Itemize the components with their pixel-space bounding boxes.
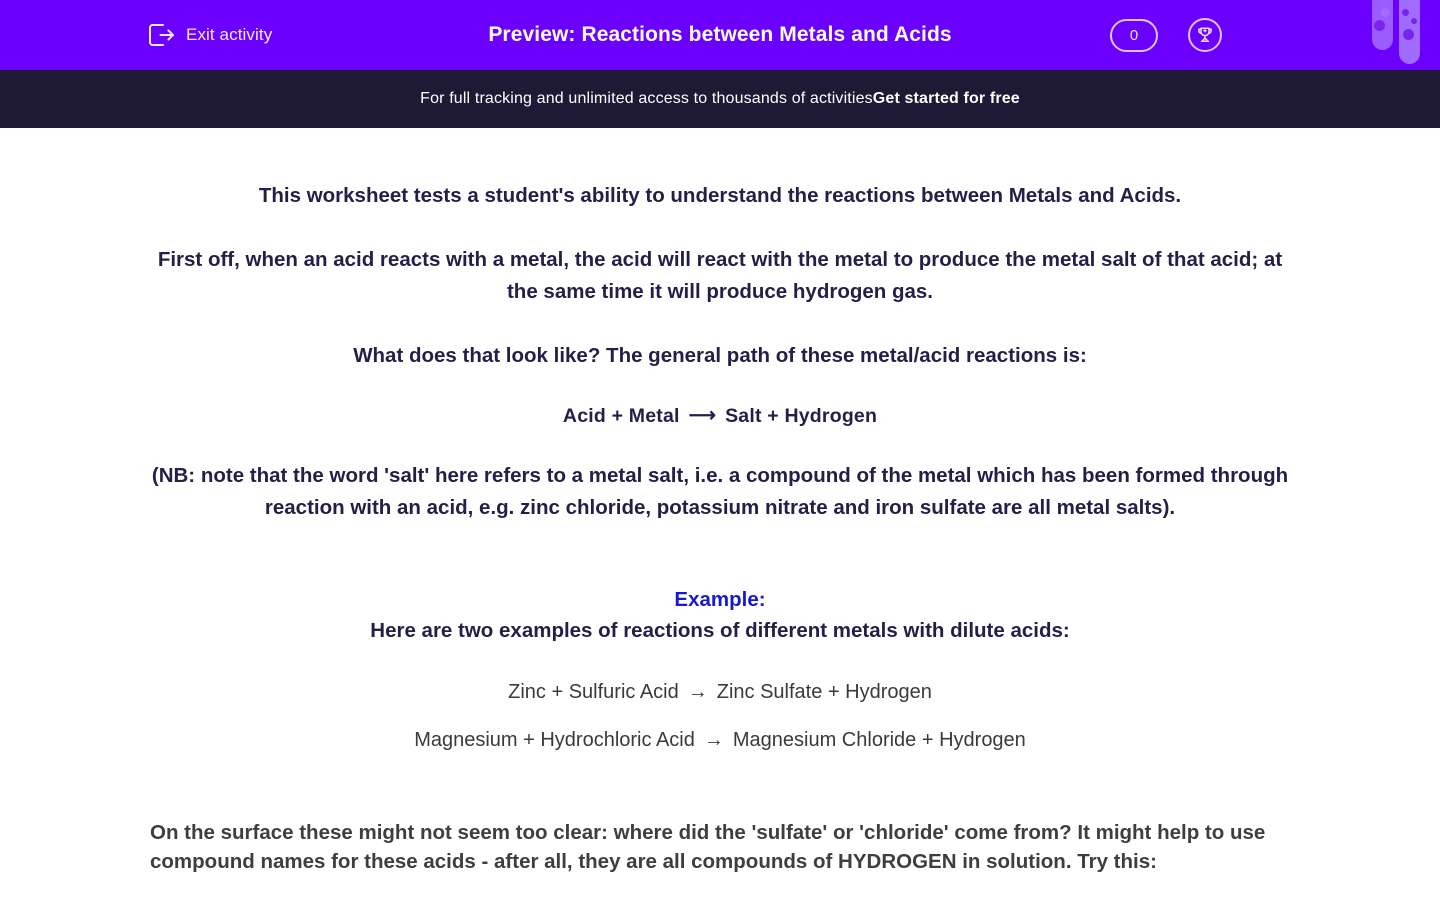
paragraph-2: What does that look like? The general path of these metal/acid reactions is: bbox=[353, 343, 1087, 367]
exit-activity-label: Exit activity bbox=[186, 25, 273, 44]
exit-activity-button[interactable] bbox=[148, 23, 272, 47]
reaction-2-left: Magnesium + Hydrochloric Acid bbox=[414, 728, 695, 751]
example-subheading: Here are two examples of reactions of different metals with dilute acids: bbox=[370, 618, 1070, 642]
bubble bbox=[1403, 29, 1414, 40]
promo-text: For full tracking and unlimited access to thousands of activities bbox=[420, 90, 873, 107]
reaction-1-arrow-icon: → bbox=[687, 680, 708, 703]
page-title: Preview: Reactions between Metals and Acids bbox=[488, 23, 952, 46]
promo-banner bbox=[0, 70, 1440, 128]
test-tube-left bbox=[1372, 0, 1393, 50]
bubble bbox=[1381, 8, 1390, 17]
example-heading: Example: bbox=[674, 587, 766, 611]
equation-left: Acid + Metal bbox=[562, 404, 680, 427]
example-reaction-1 bbox=[150, 643, 1290, 704]
trophy-button[interactable] bbox=[1188, 18, 1222, 52]
app-header bbox=[0, 0, 1440, 70]
nb-label: NB: bbox=[158, 463, 196, 487]
reaction-2-arrow-icon: → bbox=[703, 728, 724, 751]
closing-paragraph: On the surface these might not seem too clear: where did the 'sulfate' or 'chloride' come from? It might help to use compound names for these acids - after all, they are all compounds of HYDROGEN in solution. Try this: bbox=[150, 821, 1266, 873]
worksheet-content bbox=[0, 128, 1440, 876]
reaction-1-left: Zinc + Sulfuric Acid bbox=[508, 680, 679, 703]
example-reaction-2 bbox=[150, 704, 1290, 752]
nb-text: note that the word 'salt' here refers to a metal salt, i.e. a compound of the metal which has been formed through reaction with an acid, e.g. zinc chloride, potassium nitrate and iron sulfate are all metal salts). bbox=[195, 463, 1289, 519]
paragraph-1: First off, when an acid reacts with a metal, the acid will react with the metal to produce the metal salt of that acid; at the same time it will produce hydrogen gas. bbox=[157, 247, 1283, 303]
intro-paragraph: This worksheet tests a student's ability to understand the reactions between Metals and Acids. bbox=[258, 184, 1182, 207]
header-actions bbox=[1110, 18, 1222, 52]
get-started-link[interactable]: Get started for free bbox=[872, 90, 1020, 107]
reaction-1-right: Zinc Sulfate + Hydrogen bbox=[716, 680, 932, 703]
equation-arrow-icon: ⟶ bbox=[688, 404, 717, 426]
nb-open-paren: ( bbox=[151, 463, 159, 487]
exit-arrow-icon bbox=[148, 23, 175, 47]
bubble bbox=[1374, 20, 1385, 31]
score-value: 0 bbox=[1129, 26, 1139, 44]
reaction-2-right: Magnesium Chloride + Hydrogen bbox=[732, 728, 1026, 751]
equation-right: Salt + Hydrogen bbox=[725, 404, 878, 427]
bubble bbox=[1411, 18, 1417, 24]
test-tubes-icon bbox=[1368, 0, 1424, 70]
nb-paragraph bbox=[150, 428, 1290, 524]
bubble bbox=[1402, 9, 1409, 16]
general-equation bbox=[150, 372, 1290, 428]
trophy-icon bbox=[1195, 25, 1215, 45]
test-tube-right bbox=[1399, 0, 1420, 64]
score-badge[interactable] bbox=[1110, 19, 1158, 52]
